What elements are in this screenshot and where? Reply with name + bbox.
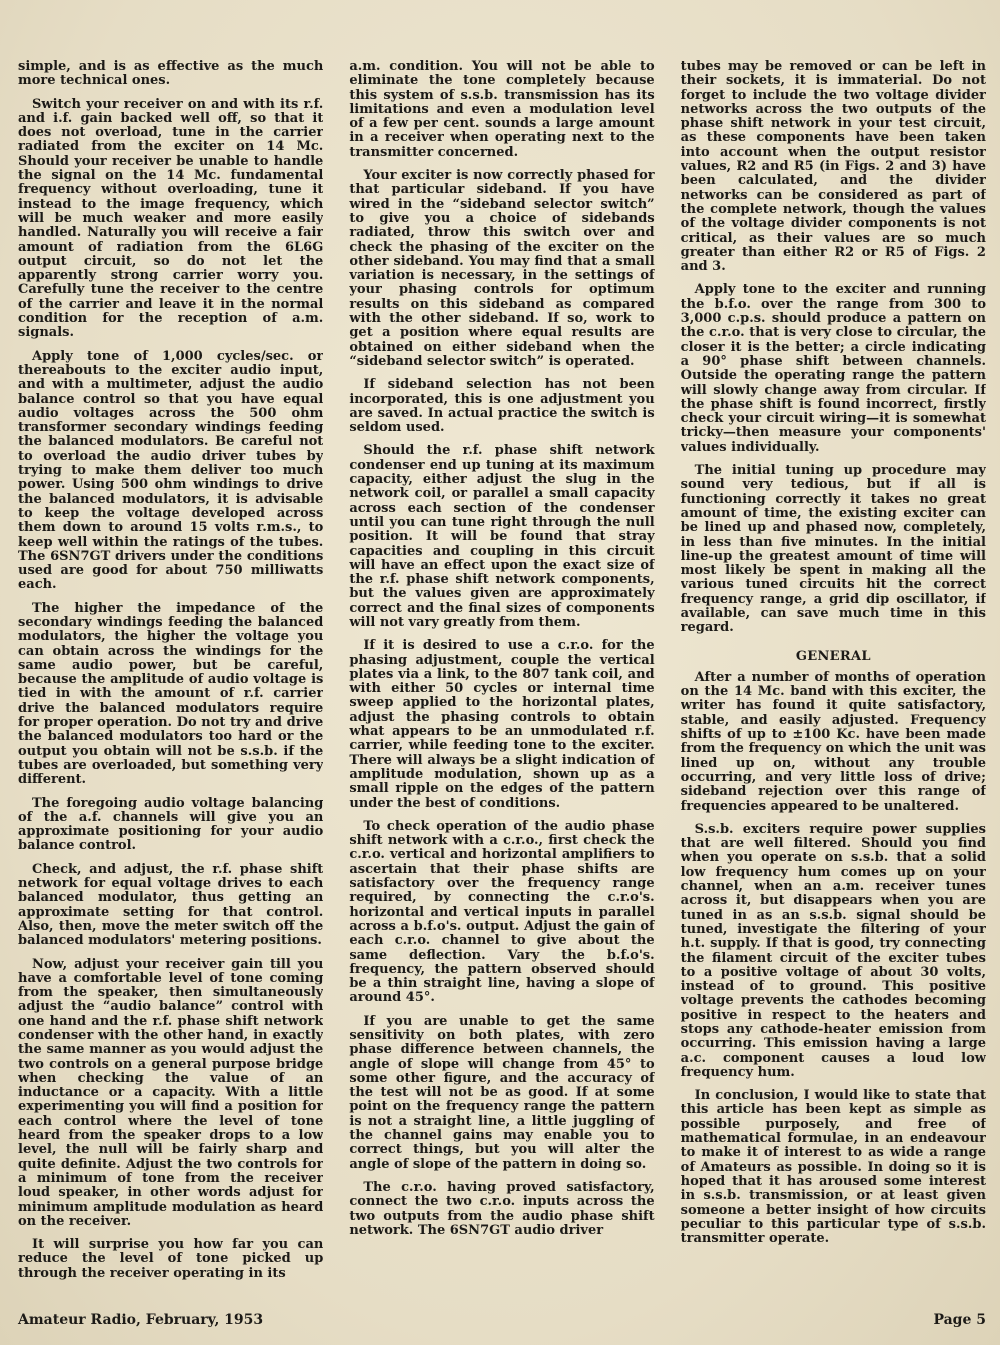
paragraph: If you are unable to get the same sensitivity on both plates, with zero phase difference between channels, the angle of slope will change from 45° to some other figure, and the accuracy of the test will not be as good. If at some point on the frequency range the pattern is not a straight line, a little juggling of the channel gains may enable you to correct things, but you will alter the angle of slope of the pattern in doing so.: [349, 1013, 655, 1172]
paragraph: Apply tone of 1,000 cycles/sec. or thereabouts to the exciter audio input, and with a multimeter, adjust the audio balance control so that you have equal audio voltages across the 500 ohm transformer secondary windings feeding the balanced modulators. Be careful not to overload the audio driver tubes by trying to make them deliver too much power. Using 500 ohm windings to drive the balanced modulators, it is advisable to keep the voltage developed across them down to around 15 volts r.m.s., to keep well within the ratings of the tubes. The 6SN7GT drivers under the conditions used are good for about 750 milliwatts each.: [18, 348, 324, 593]
article-columns: [18, 60, 986, 1300]
paragraph: After a number of months of operation on the 14 Mc. band with this exciter, the writer has found it quite satisfactory, stable, and easily adjusted. Frequency shifts of up to ±100 Kc. have been made from the frequency on which the unit was lined up on, without any trouble occurring, and very little loss of drive; sideband rejection over this range of frequencies appeared to be unaltered.: [680, 669, 986, 814]
paragraph: It will surprise you how far you can reduce the level of tone picked up through the receiver operating in its: [18, 1237, 324, 1281]
paragraph: If it is desired to use a c.r.o. for the phasing adjustment, couple the vertical plates via a link, to the 807 tank coil, and with either 50 cycles or internal time sweep applied to the horizontal plates, adjust the phasing controls to obtain what appears to be an unmodulated r.f. carrier, while feeding tone to the exciter. There will always be a slight indication of amplitude modulation, shown up as a small ripple on the edges of the pattern under the best of conditions.: [349, 638, 655, 811]
paragraph: To check operation of the audio phase shift network with a c.r.o., first check the c.r.o. vertical and horizontal amplifiers to ascertain that their phase shifts are satisfactory over the frequency range required, by connecting the c.r.o's. horizontal and vertical inputs in parallel across a b.f.o's. output. Adjust the gain of each c.r.o. channel to give about the same deflection. Vary the b.f.o's. frequency, the pattern observed should be a thin straight line, having a slope of around 45°.: [349, 818, 655, 1006]
paragraph: Should the r.f. phase shift network condenser end up tuning at its maximum capacity, either adjust the slug in the network coil, or parallel a small capacity across each section of the condenser until you can tune right through the null position. It will be found that stray capacities and coupling in this circuit will have an effect upon the exact size of the r.f. phase shift network components, but the values given are approximately correct and the final sizes of components will not vary greatly from them.: [349, 443, 655, 630]
column-2: [349, 60, 654, 1300]
paragraph: Your exciter is now correctly phased for that particular sideband. If you have wired in the “sideband selector switch” to give you a choice of sidebands radiated, throw this switch over and check the phasing of the exciter on the other sideband. You may find that a small variation is necessary, in the settings of your phasing controls for optimum results on this sideband as compared with the other sideband. If so, work to get a position where equal results are obtained on either sideband when the “sideband selector switch” is operated.: [349, 168, 655, 369]
paragraph: Now, adjust your receiver gain till you have a comfortable level of tone coming from the speaker, then simultaneously adjust the “audio balance” control with one hand and the r.f. phase shift network condenser with the other hand, in exactly the same manner as you would adjust the two controls on a general purpose bridge when checking the value of an inductance or a capacity. With a little experimenting you will find a position for each control where the level of tone heard from the speaker drops to a low level, the null will be fairly sharp and quite definite. Adjust the two controls for a minimum of tone from the receiver loud speaker, in other words adjust for minimum amplitude modulation as heard on the receiver.: [18, 956, 324, 1229]
paragraph: Apply tone to the exciter and running the b.f.o. over the range from 300 to 3,000 c.p.s. should produce a pattern on the c.r.o. that is very close to circular, the closer it is the better; a circle indicating a 90° phase shift between channels. Outside the operating range the pattern will slowly change away from circular. If the phase shift is found incorrect, firstly check your circuit wiring—it is somewhat tricky—then measure your components' values individually.: [680, 282, 986, 455]
paragraph: If sideband selection has not been incorporated, this is one adjustment you are saved. In actual practice the switch is seldom used.: [349, 377, 655, 436]
page-footer: [18, 1312, 986, 1328]
paragraph: The higher the impedance of the secondary windings feeding the balanced modulators, the higher the voltage you can obtain across the windings for the same audio power, but be careful, because the amplitude of audio voltage is tied in with the amount of r.f. carrier drive the balanced modulators require for proper operation. Do not try and drive the balanced modulators too hard or the output you obtain will not be s.s.b. if the tubes are overloaded, but something very different.: [18, 600, 324, 788]
paragraph: simple, and is as effective as the much more technical ones.: [18, 60, 324, 89]
paragraph: S.s.b. exciters require power supplies that are well filtered. Should you find when you operate on s.s.b. that a solid low frequency hum comes up on your channel, when an a.m. receiver tunes across it, but disappears when you are tuned in as an s.s.b. signal should be tuned, investigate the filtering of your h.t. supply. If that is good, try connecting the filament circuit of the exciter tubes to a positive voltage of about 30 volts, instead of to ground. This positive voltage prevents the cathodes becoming positive in respect to the heaters and stops any cathode-heater emission from occurring. This emission having a large a.c. component causes a loud low frequency hum.: [680, 821, 986, 1080]
paragraph: Check, and adjust, the r.f. phase shift network for equal voltage drives to each balanced modulator, thus getting an approximate setting for that control. Also, then, move the meter switch off the balanced modulators' metering positions.: [18, 861, 324, 949]
paragraph: The initial tuning up procedure may sound very tedious, but if all is functioning correctly it takes no great amount of time, the existing exciter can be lined up and phased now, completely, in less than five minutes. In the initial line-up the greatest amount of time will most likely be spent in making all the various tuned circuits hit the correct frequency range, a grid dip oscillator, if available, can save much time in this regard.: [680, 463, 986, 636]
column-1: [18, 60, 323, 1300]
column-3: [681, 60, 986, 1300]
publication-line: Amateur Radio, February, 1953: [18, 1312, 264, 1328]
paragraph: a.m. condition. You will not be able to eliminate the tone completely because this system of s.s.b. transmission has its limitations and even a modulation level of a few per cent. sounds a large amount in a receiver when operating next to the transmitter concerned.: [349, 60, 655, 160]
page-number: Page 5: [933, 1312, 986, 1328]
paragraph: The foregoing audio voltage balancing of the a.f. channels will give you an approximate positioning for your audio balance control.: [18, 795, 324, 854]
paragraph: Switch your receiver on and with its r.f. and i.f. gain backed well off, so that it does not overload, tune in the carrier radiated from the exciter on 14 Mc. Should your receiver be unable to handle the signal on the 14 Mc. fundamental frequency without overloading, tune it instead to the image frequency, which will be much weaker and more easily handled. Naturally you will receive a fair amount of radiation from the 6L6G output circuit, so do not let the apparently strong carrier worry you. Carefully tune the receiver to the centre of the carrier and leave it in the normal condition for the reception of a.m. signals.: [18, 96, 324, 341]
paragraph: In conclusion, I would like to state that this article has been kept as simple as possible purposely, and free of mathematical formulae, in an endeavour to make it of interest to as wide a range of Amateurs as possible. In doing so it is hoped that it has aroused some interest in s.s.b. transmission, or at least given someone a better insight of how circuits peculiar to this particular type of s.s.b. transmitter operate.: [680, 1088, 986, 1247]
paragraph: tubes may be removed or can be left in their sockets, it is immaterial. Do not forget to include the two voltage divider networks across the two outputs of the phase shift network in your test circuit, as these components have been taken into account when the output resistor values, R2 and R5 (in Figs. 2 and 3) have been calculated, and the divider networks can be considered as part of the complete network, though the values of the voltage divider components is not critical, as their values are so much greater than either R2 or R5 of Figs. 2 and 3.: [680, 60, 986, 275]
section-heading: GENERAL: [795, 648, 871, 664]
paragraph: The c.r.o. having proved satisfactory, connect the two c.r.o. inputs across the two outputs from the audio phase shift network. The 6SN7GT audio driver: [349, 1179, 655, 1238]
